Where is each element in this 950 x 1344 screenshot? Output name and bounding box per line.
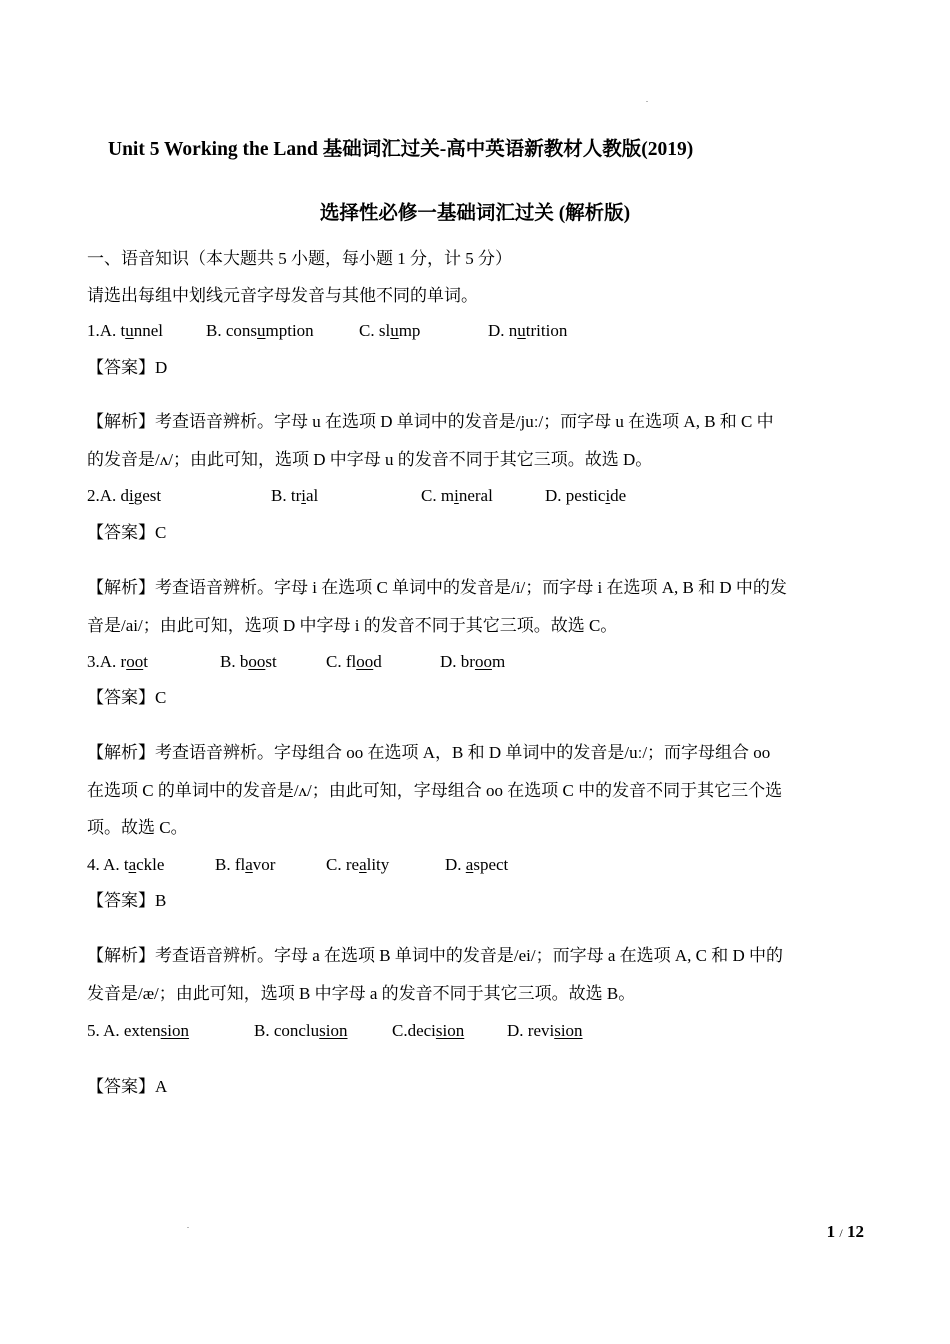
- option-b: B. trial: [271, 486, 319, 505]
- answer-4: 【答案】B: [87, 891, 167, 910]
- option-b: B. flavor: [215, 855, 276, 874]
- option-d: D. nutrition: [488, 321, 568, 340]
- option-c: C. mineral: [421, 486, 493, 505]
- analysis-3-line-3: 项。故选 C。: [87, 818, 188, 837]
- answer-5: 【答案】A: [87, 1077, 168, 1096]
- option-b: B. consumption: [206, 321, 314, 340]
- option-a: 5. A. extension: [87, 1021, 190, 1040]
- question-2: [87, 486, 847, 508]
- option-a: 2.A. digest: [87, 486, 162, 505]
- analysis-4-line-1: 【解析】考查语音辨析。字母 a 在选项 B 单词中的发音是/ei/；而字母 a 在选项 A, C 和 D 中的: [87, 946, 784, 965]
- analysis-3-line-1: 【解析】考查语音辨析。字母组合 oo 在选项 A，B 和 D 单词中的发音是/uː/；而字母组合 oo: [87, 743, 771, 762]
- option-d: D. aspect: [445, 855, 509, 874]
- option-c: C.decision: [392, 1021, 465, 1040]
- option-a: 4. A. tackle: [87, 855, 165, 874]
- analysis-1-line-2: 的发音是/ʌ/；由此可知，选项 D 中字母 u 的发音不同于其它三项。故选 D。: [87, 450, 653, 469]
- option-d: D. pesticide: [545, 486, 627, 505]
- answer-3: 【答案】C: [87, 688, 167, 707]
- question-3: [87, 652, 847, 674]
- analysis-2-line-2: 音是/ai/；由此可知，选项 D 中字母 i 的发音不同于其它三项。故选 C。: [87, 616, 618, 635]
- option-c: C. flood: [326, 652, 382, 671]
- analysis-4-line-2: 发音是/æ/；由此可知，选项 B 中字母 a 的发音不同于其它三项。故选 B。: [87, 984, 636, 1003]
- option-c: C. reality: [326, 855, 390, 874]
- section-heading: 一、语音知识（本大题共 5 小题，每小题 1 分，计 5 分）: [87, 249, 512, 268]
- option-d: D. broom: [440, 652, 506, 671]
- title-line-2: 选择性必修一基础词汇过关 (解析版): [319, 203, 631, 224]
- analysis-1-line-1: 【解析】考查语音辨析。字母 u 在选项 D 单词中的发音是/juː/；而字母 u 在选项 A, B 和 C 中: [87, 412, 774, 431]
- page-number: 1 / 12: [826, 1222, 864, 1241]
- option-b: B. conclusion: [254, 1021, 348, 1040]
- scan-dot: [187, 1227, 189, 1228]
- instruction: 请选出每组中划线元音字母发音与其他不同的单词。: [87, 286, 478, 305]
- option-d: D. revision: [507, 1021, 583, 1040]
- question-1: [87, 321, 847, 343]
- option-a: 1.A. tunnel: [87, 321, 164, 340]
- option-c: C. slump: [359, 321, 421, 340]
- question-4: [87, 855, 847, 877]
- scan-dot: [646, 101, 648, 102]
- analysis-3-line-2: 在选项 C 的单词中的发音是/ʌ/；由此可知，字母组合 oo 在选项 C 中的发音不同于其它三个选: [87, 781, 783, 800]
- analysis-2-line-1: 【解析】考查语音辨析。字母 i 在选项 C 单词中的发音是/i/；而字母 i 在选项 A, B 和 D 中的发: [87, 578, 787, 597]
- answer-2: 【答案】C: [87, 523, 167, 542]
- option-a: 3.A. root: [87, 652, 148, 671]
- title-line-1: Unit 5 Working the Land 基础词汇过关-高中英语新教材人教版(2019): [108, 139, 694, 160]
- answer-1: 【答案】D: [87, 358, 168, 377]
- option-b: B. boost: [220, 652, 277, 671]
- question-5: [87, 1021, 847, 1043]
